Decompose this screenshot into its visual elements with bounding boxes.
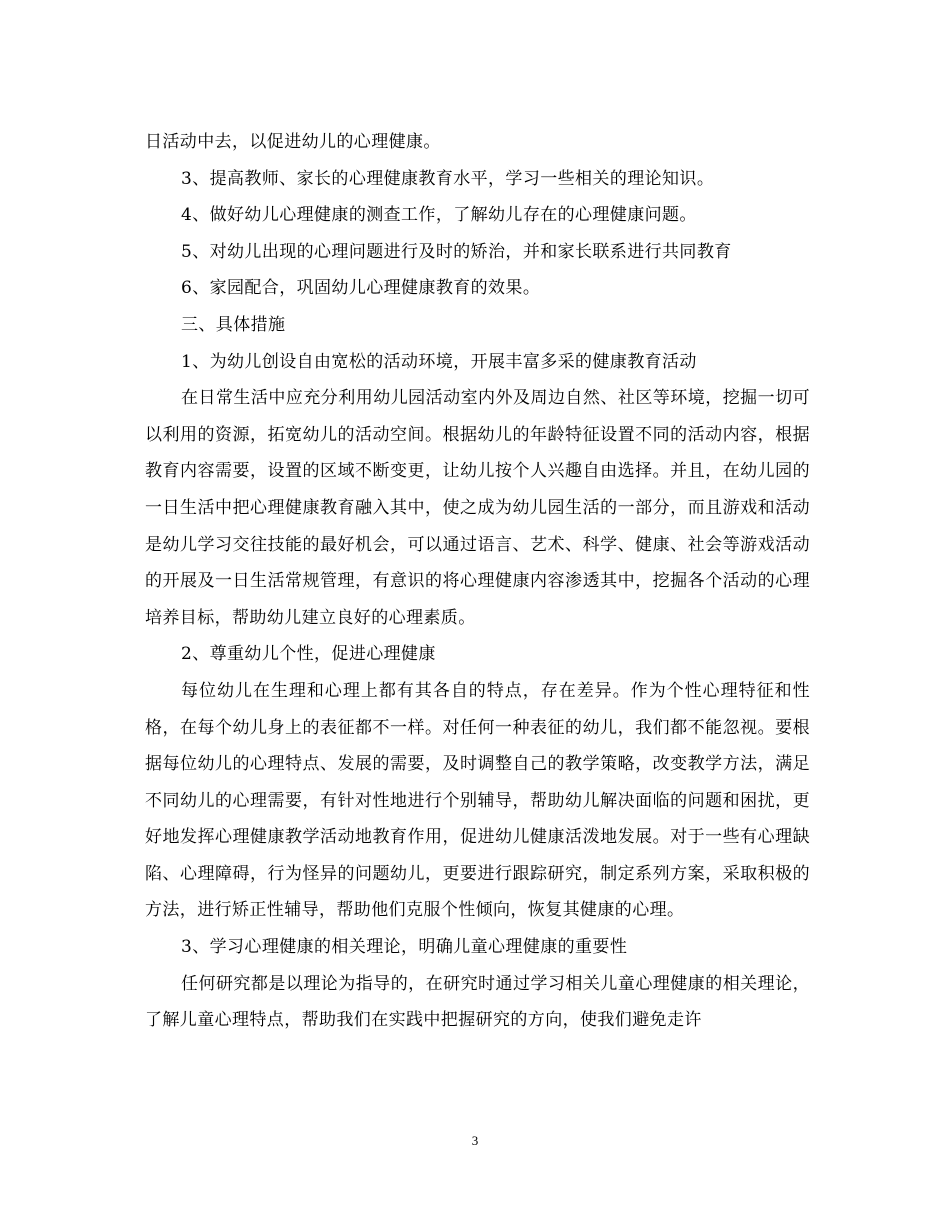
list-item-3: 3、提高教师、家长的心理健康教育水平，学习一些相关的理论知识。 (181, 168, 715, 189)
subheading-2: 2、尊重幼儿个性，促进心理健康 (181, 644, 436, 665)
subheading-3: 3、学习心理健康的相关理论，明确儿童心理健康的重要性 (181, 937, 628, 958)
subheading-1: 1、为幼儿创设自由宽松的活动环境，开展丰富多采的健康教育活动 (181, 351, 697, 372)
body-paragraph-3: 任何研究都是以理论为指导的，在研究时通过学习相关儿童心理健康的相关理论，了解儿童心理特点，帮助我们在实践中把握研究的方向，使我们避免走许 (145, 973, 810, 1031)
document-body (145, 124, 810, 1039)
list-item-4: 4、做好幼儿心理健康的测查工作，了解幼儿存在的心理健康问题。 (181, 205, 697, 226)
section-heading-measures: 三、具体措施 (181, 314, 286, 335)
page-number: 3 (471, 1133, 479, 1148)
body-paragraph-1: 在日常生活中应充分利用幼儿园活动室内外及周边自然、社区等环境，挖掘一切可以利用的资源，拓宽幼儿的活动空间。根据幼儿的年龄特征设置不同的活动内容，根据教育内容需要，设置的区域不断变更，让幼儿按个人兴趣自由选择。并且，在幼儿园的一日生活中把心理健康教育融入其中，使之成为幼儿园生活的一部分，而且游戏和活动是幼儿学习交往技能的最好机会，可以通过语言、艺术、科学、健康、社会等游戏活动的开展及一日生活常规管理，有意识的将心理健康内容渗透其中，挖掘各个活动的心理培养目标，帮助幼儿建立良好的心理素质。 (145, 388, 810, 628)
list-item-5: 5、对幼儿出现的心理问题进行及时的矫治，并和家长联系进行共同教育 (181, 241, 732, 262)
body-paragraph-2: 每位幼儿在生理和心理上都有其各自的特点，存在差异。作为个性心理特征和性格，在每个幼儿身上的表征都不一样。对任何一种表征的幼儿，我们都不能忽视。要根据每位幼儿的心理特点、发展的需要，及时调整自己的教学策略，改变教学方法，满足不同幼儿的心理需要，有针对性地进行个别辅导，帮助幼儿解决面临的问题和困扰，更好地发挥心理健康教学活动地教育作用，促进幼儿健康活泼地发展。对于一些有心理缺陷、心理障碍，行为怪异的问题幼儿，更要进行跟踪研究，制定系列方案，采取积极的方法，进行矫正性辅导，帮助他们克服个性倾向，恢复其健康的心理。 (145, 680, 810, 921)
paragraph-continuation: 日活动中去，以促进幼儿的心理健康。 (145, 132, 441, 152)
list-item-6: 6、家园配合，巩固幼儿心理健康教育的效果。 (181, 278, 541, 299)
